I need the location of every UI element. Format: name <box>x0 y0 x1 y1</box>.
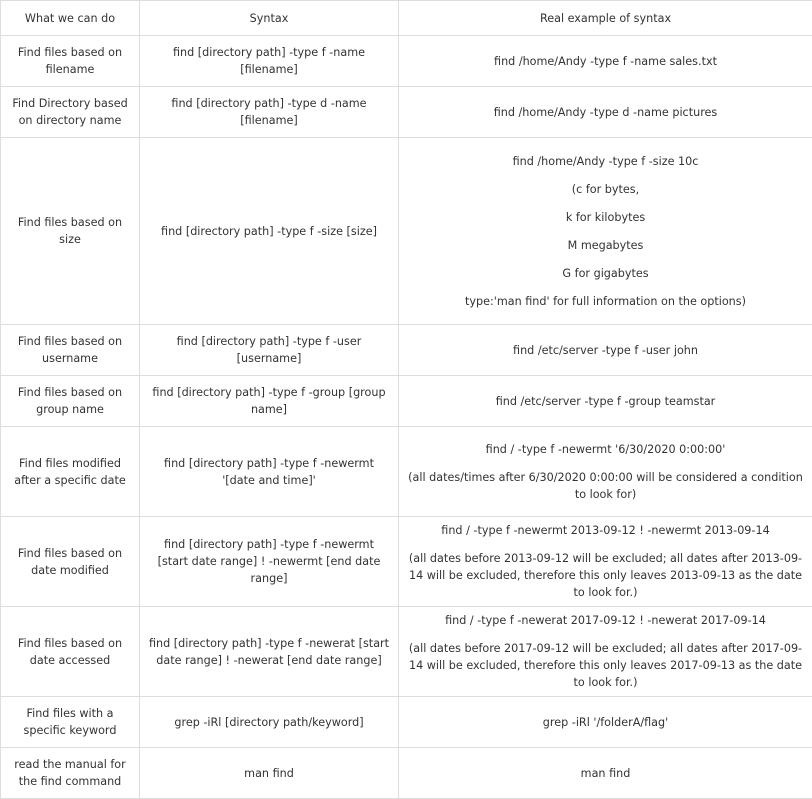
example-line: (all dates/times after 6/30/2020 0:00:00 will be considered a condition to look for) <box>407 469 804 503</box>
syntax-cell: find [directory path] -type f -name [filename] <box>140 36 399 87</box>
syntax-cell: find [directory path] -type d -name [filename] <box>140 87 399 138</box>
header-row <box>1 1 812 36</box>
syntax-cell: find [directory path] -type f -user [username] <box>140 325 399 376</box>
syntax-cell: find [directory path] -type f -newermt [start date range] ! -newermt [end date range] <box>140 517 399 607</box>
what-cell: Find Directory based on directory name <box>1 87 140 138</box>
example-line: G for gigabytes <box>407 265 804 282</box>
table-row <box>1 36 812 87</box>
example-cell <box>399 36 812 87</box>
example-line: find /etc/server -type f -group teamstar <box>407 393 804 410</box>
table-row <box>1 517 812 607</box>
table-row <box>1 697 812 748</box>
syntax-cell: find [directory path] -type f -newerat [start date range] ! -newerat [end date range] <box>140 607 399 697</box>
what-cell: Find files based on filename <box>1 36 140 87</box>
example-line: find /etc/server -type f -user john <box>407 342 804 359</box>
example-cell <box>399 427 812 517</box>
what-cell: Find files based on date accessed <box>1 607 140 697</box>
example-line: find / -type f -newermt '6/30/2020 0:00:00' <box>407 441 804 458</box>
syntax-cell: find [directory path] -type f -group [group name] <box>140 376 399 427</box>
example-line: find /home/Andy -type d -name pictures <box>407 104 804 121</box>
what-cell: read the manual for the find command <box>1 748 140 799</box>
what-cell: Find files with a specific keyword <box>1 697 140 748</box>
example-cell <box>399 325 812 376</box>
syntax-cell: grep -iRl [directory path/keyword] <box>140 697 399 748</box>
example-line: find / -type f -newerat 2017-09-12 ! -newerat 2017-09-14 <box>407 612 804 629</box>
example-line: (c for bytes, <box>407 181 804 198</box>
table-row <box>1 427 812 517</box>
what-cell: Find files based on size <box>1 138 140 325</box>
example-line: man find <box>407 765 804 782</box>
what-cell: Find files based on date modified <box>1 517 140 607</box>
example-line: grep -iRl '/folderA/flag' <box>407 714 804 731</box>
table-row <box>1 607 812 697</box>
header-what: What we can do <box>1 1 140 36</box>
example-line: find /home/Andy -type f -name sales.txt <box>407 53 804 70</box>
example-cell <box>399 697 812 748</box>
what-cell: Find files based on group name <box>1 376 140 427</box>
example-line: find /home/Andy -type f -size 10c <box>407 153 804 170</box>
header-syntax: Syntax <box>140 1 399 36</box>
syntax-cell: find [directory path] -type f -size [size] <box>140 138 399 325</box>
what-cell: Find files based on username <box>1 325 140 376</box>
example-cell <box>399 87 812 138</box>
table-row <box>1 138 812 325</box>
example-line: (all dates before 2017-09-12 will be excluded; all dates after 2017-09-14 will be excluded, therefore this only leaves 2017-09-13 as the date to look for.) <box>407 640 804 691</box>
table-row <box>1 87 812 138</box>
table-row <box>1 376 812 427</box>
syntax-cell: man find <box>140 748 399 799</box>
example-line: find / -type f -newermt 2013-09-12 ! -newermt 2013-09-14 <box>407 522 804 539</box>
example-line: (all dates before 2013-09-12 will be excluded; all dates after 2013-09-14 will be excluded, therefore this only leaves 2013-09-13 as the date to look for.) <box>407 550 804 601</box>
what-cell: Find files modified after a specific date <box>1 427 140 517</box>
example-line: k for kilobytes <box>407 209 804 226</box>
example-line: type:'man find' for full information on the options) <box>407 293 804 310</box>
example-cell <box>399 607 812 697</box>
example-cell <box>399 376 812 427</box>
table-row <box>1 325 812 376</box>
example-cell <box>399 138 812 325</box>
example-cell <box>399 517 812 607</box>
table-row <box>1 748 812 799</box>
example-line: M megabytes <box>407 237 804 254</box>
header-example: Real example of syntax <box>399 1 812 36</box>
syntax-cell: find [directory path] -type f -newermt '[date and time]' <box>140 427 399 517</box>
example-cell <box>399 748 812 799</box>
